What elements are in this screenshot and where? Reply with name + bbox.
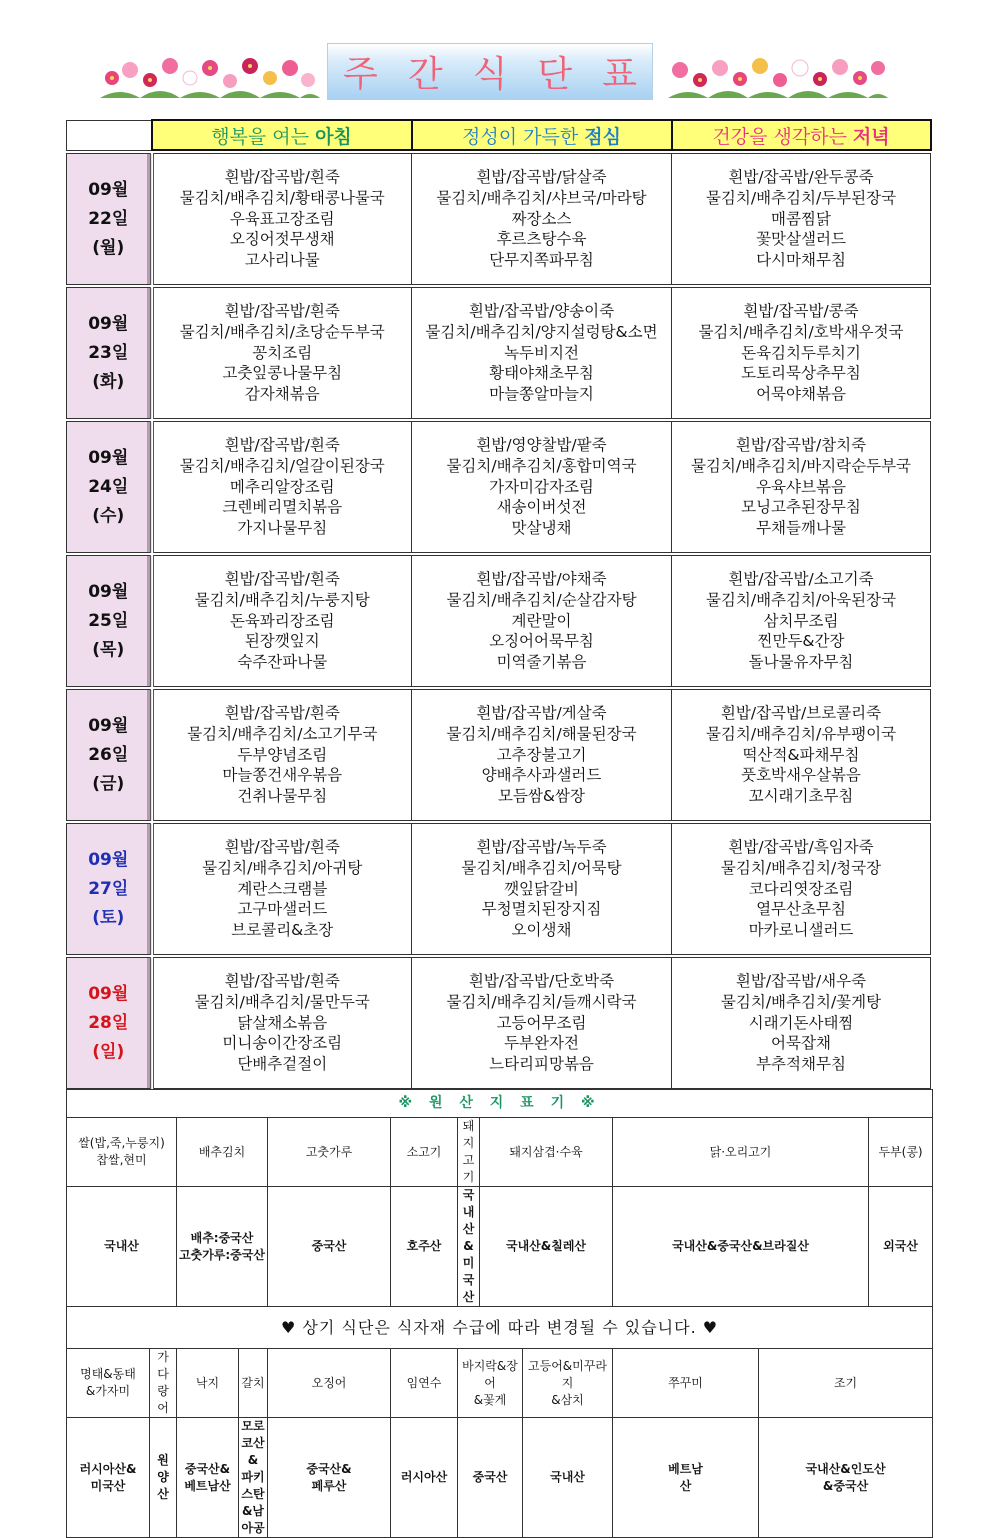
menu-item: 삼치무조림 <box>763 611 839 630</box>
origin-item: 임연수 <box>391 1349 458 1418</box>
menu-item: 물김치/배추김치/어묵탕 <box>461 858 622 877</box>
day-label <box>67 422 152 553</box>
menu-day-row <box>67 556 931 687</box>
menu-item: 흰밥/잡곡밥/참치죽 <box>735 436 867 454</box>
menu-day-row <box>67 154 931 285</box>
menu-item: 물김치/배추김치/얼갈이된장국 <box>179 456 385 475</box>
menu-item: 물김치/배추김치/초당순두부국 <box>179 322 385 341</box>
origin-country: 베트남 산 <box>613 1418 759 1538</box>
day-weekday: (일) <box>92 1041 125 1062</box>
origin-country: 배추:중국산 고춧가루:중국산 <box>177 1187 268 1307</box>
day-month: 09월 <box>88 849 129 870</box>
day-date: 25일 <box>88 610 129 631</box>
day-label <box>67 958 152 1089</box>
day-weekday: (토) <box>92 907 125 928</box>
menu-item: 다시마채무침 <box>756 251 846 270</box>
menu-item: 건취나물무침 <box>237 787 328 806</box>
menu-item: 물김치/배추김치/순살감자탕 <box>446 590 637 609</box>
menu-item: 오이생채 <box>511 921 572 940</box>
menu-item: 고구마샐러드 <box>237 900 328 919</box>
menu-item: 어묵잡채 <box>771 1034 831 1053</box>
day-date: 24일 <box>88 476 129 497</box>
day-date: 26일 <box>88 744 129 765</box>
menu-item: 열무산초무침 <box>756 900 846 919</box>
origin-item: 오징어 <box>268 1349 391 1418</box>
menu-item: 메추리알장조림 <box>229 477 335 496</box>
menu-day-row <box>67 690 931 821</box>
menu-item: 흰밥/잡곡밥/흰죽 <box>224 704 340 722</box>
menu-item: 무청멸치된장지짐 <box>481 900 602 919</box>
menu-item: 흰밥/잡곡밥/새우죽 <box>735 972 867 990</box>
menu-item: 흰밥/잡곡밥/흰죽 <box>224 570 340 588</box>
menu-item: 고사리나물 <box>244 251 320 270</box>
menu-item: 모닝고추된장무침 <box>741 498 861 517</box>
day-label <box>67 154 152 285</box>
menu-item: 물김치/배추김치/아욱된장국 <box>705 590 897 609</box>
menu-item: 흰밥/잡곡밥/닭살죽 <box>476 168 607 186</box>
menu-item: 오징어젓무생채 <box>229 230 335 249</box>
day-date: 22일 <box>88 208 129 229</box>
menu-item: 계란말이 <box>511 611 572 630</box>
header-breakfast: 행복을 여는 아침 <box>152 120 412 150</box>
menu-day-row <box>67 288 931 419</box>
notice-row <box>67 1307 933 1349</box>
menu-item: 물김치/배추김치/해물된장국 <box>446 724 637 743</box>
origin-item: 쭈꾸미 <box>613 1349 759 1418</box>
dinner-menu <box>672 288 931 419</box>
origin-country: 외국산 <box>869 1187 933 1307</box>
menu-item: 물김치/배추김치/물만두국 <box>194 992 370 1011</box>
menu-item: 짜장소스 <box>511 209 572 228</box>
day-weekday: (월) <box>92 237 125 258</box>
origin-item: 닭·오리고기 <box>613 1118 869 1187</box>
menu-item: 흰밥/잡곡밥/브로콜리죽 <box>720 704 882 722</box>
page-title: 주간식단표 <box>343 54 667 95</box>
day-label <box>67 690 152 821</box>
menu-item: 모듬쌈&쌈장 <box>498 787 585 806</box>
day-month: 09월 <box>88 447 129 468</box>
menu-change-notice: ♥ 상기 식단은 식자재 수급에 따라 변경될 수 있습니다. ♥ <box>67 1307 933 1349</box>
menu-item: 가지나물무침 <box>237 519 328 538</box>
origin-country: 국내산 <box>523 1418 613 1538</box>
origin-row1-items <box>67 1118 933 1187</box>
menu-item: 흰밥/잡곡밥/흰죽 <box>224 972 340 990</box>
origin-country: 호주산 <box>391 1187 458 1307</box>
dinner-menu <box>672 690 931 821</box>
menu-item: 맛살냉채 <box>511 519 572 538</box>
menu-item: 닭살채소볶음 <box>237 1013 328 1032</box>
day-date: 28일 <box>88 1012 129 1033</box>
origin-row1-values <box>67 1187 933 1307</box>
menu-item: 풋호박새우살볶음 <box>741 766 861 785</box>
menu-item: 물김치/배추김치/샤브국/마라탕 <box>436 188 647 207</box>
origin-country: 중국산& 베트남산 <box>177 1418 239 1538</box>
menu-item: 꼬시래기초무침 <box>748 787 854 806</box>
menu-item: 크렌베리멸치볶음 <box>222 498 343 517</box>
weekly-menu-table <box>66 119 932 1089</box>
menu-item: 찐만두&간장 <box>757 632 845 651</box>
day-month: 09월 <box>88 715 129 736</box>
menu-item: 돈육김치두루치기 <box>741 343 861 362</box>
menu-item: 흰밥/잡곡밥/흑임자죽 <box>728 838 874 856</box>
menu-item: 고추장불고기 <box>496 745 587 764</box>
origin-item: 배추김치 <box>177 1118 268 1187</box>
dinner-menu <box>672 556 931 687</box>
menu-item: 브로콜리&초장 <box>231 921 334 940</box>
dinner-menu <box>672 958 931 1089</box>
lunch-menu <box>412 154 672 285</box>
menu-item: 고등어무조림 <box>496 1013 587 1032</box>
menu-item: 물김치/배추김치/꽃게탕 <box>720 992 882 1011</box>
dinner-menu <box>672 154 931 285</box>
menu-item: 흰밥/잡곡밥/흰죽 <box>224 168 340 186</box>
origin-country: 중국산 <box>268 1187 391 1307</box>
breakfast-menu <box>152 556 412 687</box>
menu-item: 시래기돈사태찜 <box>748 1013 854 1032</box>
origin-row2-items <box>67 1349 933 1418</box>
menu-item: 마늘쫑알마늘지 <box>489 385 594 404</box>
day-label <box>67 288 152 419</box>
menu-item: 흰밥/잡곡밥/단호박죽 <box>468 972 615 990</box>
menu-item: 오징어어묵무침 <box>489 632 594 651</box>
menu-item: 물김치/배추김치/호박새우젓국 <box>698 322 904 341</box>
origin-item: 소고기 <box>391 1118 458 1187</box>
menu-item: 꽁치조림 <box>252 343 313 362</box>
menu-item: 후르츠탕수육 <box>496 230 587 249</box>
menu-item: 물김치/배추김치/유부팽이국 <box>705 724 897 743</box>
origin-item: 가다 랑어 <box>150 1349 177 1418</box>
menu-item: 물김치/배추김치/두부된장국 <box>705 188 897 207</box>
menu-day-row <box>67 824 931 955</box>
breakfast-menu <box>152 824 412 955</box>
origin-country: 원양 산 <box>150 1418 177 1538</box>
menu-item: 미니송이간장조림 <box>222 1034 343 1053</box>
header-dinner: 건강을 생각하는 저녁 <box>672 120 931 150</box>
origin-item: 고춧가루 <box>268 1118 391 1187</box>
menu-item: 흰밥/잡곡밥/완두콩죽 <box>728 168 874 186</box>
menu-item: 떡산적&파채무침 <box>742 745 860 764</box>
breakfast-menu <box>152 422 412 553</box>
header-lunch: 정성이 가득한 점심 <box>412 120 672 150</box>
origin-country: 국내산& 미국산 <box>458 1187 480 1307</box>
breakfast-menu <box>152 958 412 1089</box>
menu-item: 돈육꽈리장조림 <box>229 611 335 630</box>
day-weekday: (금) <box>92 773 125 794</box>
menu-item: 미역줄기볶음 <box>496 653 587 672</box>
menu-item: 흰밥/잡곡밥/흰죽 <box>224 838 340 856</box>
lunch-menu <box>412 556 672 687</box>
menu-item: 물김치/배추김치/황태콩나물국 <box>179 188 385 207</box>
origin-table <box>66 1089 933 1538</box>
origin-item: 바지락&장어 &꽃게 <box>458 1349 523 1418</box>
lunch-menu <box>412 690 672 821</box>
origin-item: 돼지삼겹·수육 <box>480 1118 613 1187</box>
menu-item: 계란스크램블 <box>237 879 328 898</box>
origin-row2-values <box>67 1418 933 1538</box>
menu-day-row <box>67 422 931 553</box>
breakfast-menu <box>152 154 412 285</box>
origin-item: 명태&동태 &가자미 <box>67 1349 150 1418</box>
dinner-menu <box>672 422 931 553</box>
origin-item: 두부(콩) <box>869 1118 933 1187</box>
menu-item: 흰밥/잡곡밥/야채죽 <box>476 570 607 588</box>
breakfast-menu <box>152 690 412 821</box>
menu-item: 우육샤브볶음 <box>756 477 846 496</box>
breakfast-menu <box>152 288 412 419</box>
origin-item: 돼지고기 <box>458 1118 480 1187</box>
origin-item: 고등어&미꾸라지 &삼치 <box>523 1349 613 1418</box>
origin-country: 국내산&칠레산 <box>480 1187 613 1307</box>
day-date: 23일 <box>88 342 129 363</box>
origin-item: 갈치 <box>239 1349 268 1418</box>
flower-decoration-right <box>668 48 888 100</box>
menu-item: 물김치/배추김치/들깨시락국 <box>446 992 637 1011</box>
day-label <box>67 556 152 687</box>
origin-country: 모로코산& 파키스탄&남아공 <box>239 1418 268 1538</box>
day-month: 09월 <box>88 179 129 200</box>
menu-item: 물김치/배추김치/아귀탕 <box>202 858 363 877</box>
menu-item: 물김치/배추김치/소고기무국 <box>187 724 378 743</box>
origin-country: 러시아산& 미국산 <box>67 1418 150 1538</box>
origin-title-row <box>67 1090 933 1118</box>
lunch-menu <box>412 422 672 553</box>
menu-header-row <box>67 120 931 150</box>
day-label <box>67 824 152 955</box>
origin-country: 국내산&인도산 &중국산 <box>759 1418 933 1538</box>
origin-country: 중국산& 페루산 <box>268 1418 391 1538</box>
title-banner <box>327 43 667 100</box>
lunch-menu <box>412 824 672 955</box>
menu-item: 된장깻잎지 <box>244 632 320 651</box>
menu-item: 어묵야채볶음 <box>756 385 846 404</box>
menu-item: 흰밥/영양찰밥/팥죽 <box>476 436 607 454</box>
header-corner <box>67 120 152 150</box>
menu-item: 양배추사과샐러드 <box>481 766 602 785</box>
menu-item: 새송이버섯전 <box>496 498 587 517</box>
menu-item: 무채들깨나물 <box>756 519 846 538</box>
lunch-menu <box>412 958 672 1089</box>
menu-item: 깻잎닭갈비 <box>504 879 579 898</box>
menu-item: 물김치/배추김치/바지락순두부국 <box>690 456 912 475</box>
menu-item: 물김치/배추김치/누룽지탕 <box>194 590 370 609</box>
flower-decoration-left <box>100 48 320 100</box>
menu-day-row <box>67 958 931 1089</box>
origin-country: 국내산&중국산&브라질산 <box>613 1187 869 1307</box>
menu-item: 마카로니샐러드 <box>748 921 854 940</box>
day-weekday: (화) <box>92 371 125 392</box>
origin-country: 국내산 <box>67 1187 177 1307</box>
menu-item: 흰밥/잡곡밥/콩죽 <box>743 302 859 320</box>
origin-country: 중국산 <box>458 1418 523 1538</box>
origin-item: 낙지 <box>177 1349 239 1418</box>
menu-item: 황태야채초무침 <box>489 364 594 383</box>
menu-item: 물김치/배추김치/청국장 <box>720 858 882 877</box>
menu-item: 물김치/배추김치/홍합미역국 <box>446 456 637 475</box>
menu-item: 숙주잔파나물 <box>237 653 328 672</box>
menu-item: 느타리피망볶음 <box>489 1055 594 1074</box>
menu-item: 녹두비지전 <box>504 343 579 362</box>
menu-item: 물김치/배추김치/양지설렁탕&소면 <box>425 322 658 341</box>
origin-title: ※ 원 산 지 표 기 ※ <box>67 1090 933 1118</box>
menu-item: 흰밥/잡곡밥/게살죽 <box>476 704 607 722</box>
menu-item: 단무지쪽파무침 <box>489 251 594 270</box>
menu-item: 흰밥/잡곡밥/소고기죽 <box>728 570 874 588</box>
menu-item: 흰밥/잡곡밥/흰죽 <box>224 436 340 454</box>
day-date: 27일 <box>88 878 129 899</box>
menu-item: 감자채볶음 <box>244 385 320 404</box>
menu-item: 흰밥/잡곡밥/흰죽 <box>224 302 340 320</box>
menu-item: 고춧잎콩나물무침 <box>222 364 343 383</box>
menu-item: 흰밥/잡곡밥/녹두죽 <box>476 838 607 856</box>
day-weekday: (수) <box>92 505 125 526</box>
origin-country: 러시아산 <box>391 1418 458 1538</box>
menu-item: 두부완자전 <box>504 1034 579 1053</box>
menu-item: 가자미감자조림 <box>489 477 594 496</box>
lunch-menu <box>412 288 672 419</box>
day-month: 09월 <box>88 983 129 1004</box>
menu-item: 마늘쫑건새우볶음 <box>222 766 343 785</box>
menu-item: 도토리묵상추무침 <box>741 364 861 383</box>
day-month: 09월 <box>88 313 129 334</box>
menu-item: 우육표고장조림 <box>229 209 335 228</box>
menu-item: 부추적채무침 <box>756 1055 846 1074</box>
menu-item: 돌나물유자무침 <box>748 653 854 672</box>
day-weekday: (목) <box>92 639 125 660</box>
menu-item: 매콤찜닭 <box>771 209 831 228</box>
menu-item: 단배추겉절이 <box>237 1055 328 1074</box>
menu-item: 흰밥/잡곡밥/양송이죽 <box>468 302 615 320</box>
menu-item: 꽃맛살샐러드 <box>756 230 846 249</box>
menu-item: 두부양념조림 <box>237 745 328 764</box>
origin-item: 조기 <box>759 1349 933 1418</box>
day-month: 09월 <box>88 581 129 602</box>
origin-item: 쌀(밥,죽,누룽지) 찹쌀,현미 <box>67 1118 177 1187</box>
menu-item: 코다리엿장조림 <box>748 879 854 898</box>
dinner-menu <box>672 824 931 955</box>
